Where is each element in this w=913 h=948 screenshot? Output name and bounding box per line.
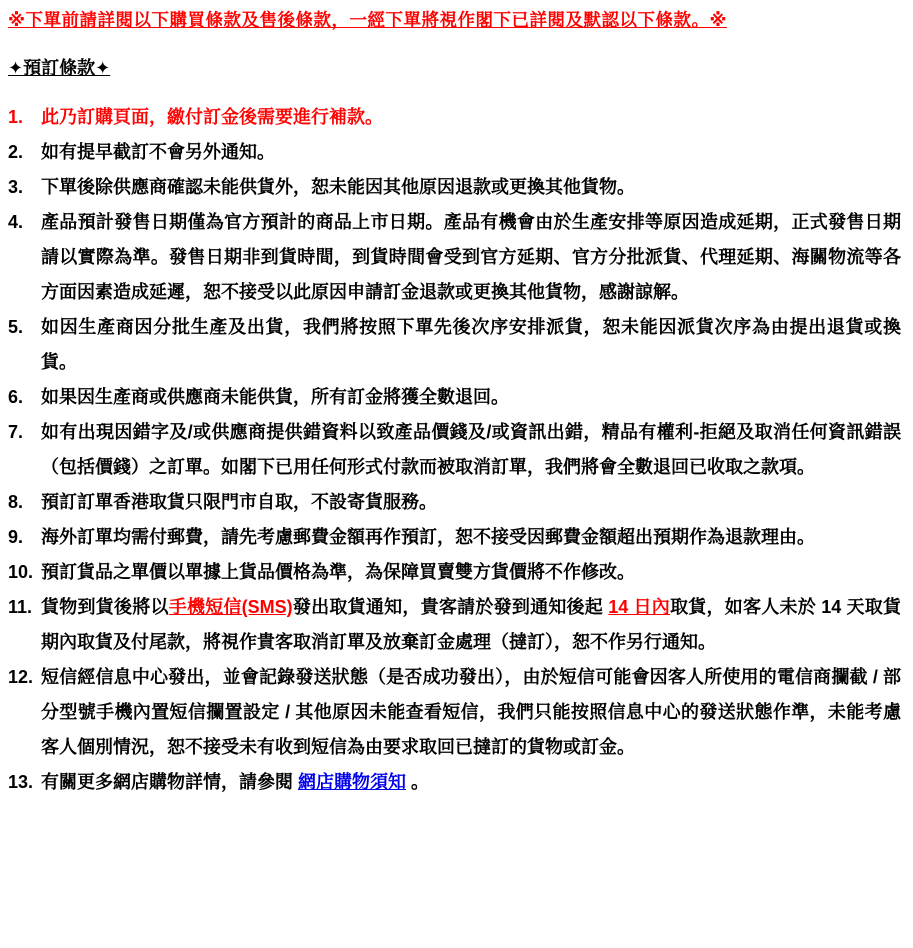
term-item-12 bbox=[8, 660, 901, 765]
term-text bbox=[41, 555, 901, 590]
term-item-2 bbox=[8, 135, 901, 170]
term-segment: 有關更多網店購物詳情，請參閱 bbox=[41, 772, 298, 792]
term-number: 2. bbox=[8, 142, 24, 162]
term-number: 7. bbox=[8, 422, 24, 442]
term-item-6 bbox=[8, 380, 901, 415]
pickup-deadline-highlight: 14 日內 bbox=[608, 597, 671, 617]
term-text bbox=[41, 310, 901, 380]
terms-list bbox=[8, 100, 901, 800]
term-item-8 bbox=[8, 485, 901, 520]
term-segment: 如有提早截訂不會另外通知。 bbox=[41, 142, 275, 162]
term-number: 6. bbox=[8, 387, 24, 407]
term-number: 9. bbox=[8, 527, 24, 547]
term-segment: 如有出現因錯字及/或供應商提供錯資料以致產品價錢及/或資訊出錯，精品有權利-拒絕及取消任何資訊錯誤（包括價錢）之訂單。如閣下已用任何形式付款而被取消訂單，我們將會全數退回已收取之款項。 bbox=[41, 422, 901, 477]
term-item-9 bbox=[8, 520, 901, 555]
term-text bbox=[41, 415, 901, 485]
term-text bbox=[41, 205, 901, 310]
term-text bbox=[41, 660, 901, 765]
term-item-1 bbox=[8, 100, 901, 135]
term-text bbox=[41, 100, 901, 135]
term-segment: 下單後除供應商確認未能供貨外，恕未能因其他原因退款或更換其他貨物。 bbox=[41, 177, 635, 197]
term-segment: 產品預計發售日期僅為官方預計的商品上市日期。產品有機會由於生產安排等原因造成延期，正式發售日期請以實際為準。發售日期非到貨時間，到貨時間會受到官方延期、官方分批派貨、代理延期、海關物流等各方面因素造成延遲，恕不接受以此原因申請訂金退款或更換其他貨物，感謝諒解。 bbox=[41, 212, 901, 302]
term-item-7 bbox=[8, 415, 901, 485]
shop-guide-link[interactable]: 網店購物須知 bbox=[298, 772, 406, 792]
term-number: 12. bbox=[8, 667, 34, 687]
term-item-10 bbox=[8, 555, 901, 590]
term-segment: 此乃訂購頁面，繳付訂金後需要進行補款。 bbox=[41, 107, 383, 127]
term-number: 13. bbox=[8, 772, 34, 792]
term-segment: 預訂貨品之單價以單據上貨品價格為準，為保障買賣雙方貨價將不作修改。 bbox=[41, 562, 635, 582]
term-item-11 bbox=[8, 590, 901, 660]
term-number: 10. bbox=[8, 562, 34, 582]
term-text bbox=[41, 170, 901, 205]
term-number: 5. bbox=[8, 317, 24, 337]
section-title-wrap bbox=[8, 56, 901, 80]
term-segment: 預訂訂單香港取貨只限門市自取，不設寄貨服務。 bbox=[41, 492, 437, 512]
term-segment: 發出取貨通知，貴客請於發到通知後起 bbox=[292, 597, 609, 617]
sms-highlight: 手機短信(SMS) bbox=[168, 597, 293, 617]
term-segment: 貨物到貨後將以 bbox=[41, 597, 169, 617]
term-text bbox=[41, 135, 901, 170]
term-number: 3. bbox=[8, 177, 24, 197]
term-item-5 bbox=[8, 310, 901, 380]
term-item-4 bbox=[8, 205, 901, 310]
term-item-3 bbox=[8, 170, 901, 205]
term-segment: 海外訂單均需付郵費，請先考慮郵費金額再作預訂，恕不接受因郵費金額超出預期作為退款理由。 bbox=[41, 527, 815, 547]
warning-header: ※下單前請詳閱以下購買條款及售後條款，一經下單將視作閣下已詳閱及默認以下條款。※ bbox=[8, 10, 728, 30]
term-segment: 。 bbox=[406, 772, 430, 792]
term-number: 8. bbox=[8, 492, 24, 512]
term-text bbox=[41, 765, 901, 800]
term-segment: 取貨，如客人未於 14 天取貨期內取貨及付尾款，將視作貴客取消訂單及放棄訂金處理（撻訂），恕不作另行通知。 bbox=[41, 597, 902, 652]
section-title: ✦預訂條款✦ bbox=[8, 58, 111, 78]
term-text bbox=[41, 590, 901, 660]
term-text bbox=[41, 520, 901, 555]
term-item-13 bbox=[8, 765, 901, 800]
term-number: 1. bbox=[8, 107, 24, 127]
term-text bbox=[41, 485, 901, 520]
term-segment: 短信經信息中心發出，並會記錄發送狀態（是否成功發出），由於短信可能會因客人所使用的電信商攔截 / 部分型號手機內置短信攔置設定 / 其他原因未能查看短信，我們只能按照信息中心的發送狀態作準，未能考慮客人個別情況，恕不接受未有收到短信為由要求取回已撻訂的貨物或訂金。 bbox=[41, 667, 901, 757]
term-text bbox=[41, 380, 901, 415]
term-number: 11. bbox=[8, 597, 33, 617]
term-number: 4. bbox=[8, 212, 24, 232]
term-segment: 如果因生產商或供應商未能供貨，所有訂金將獲全數退回。 bbox=[41, 387, 509, 407]
term-segment: 如因生產商因分批生產及出貨，我們將按照下單先後次序安排派貨，恕未能因派貨次序為由提出退貨或換貨。 bbox=[41, 317, 901, 372]
